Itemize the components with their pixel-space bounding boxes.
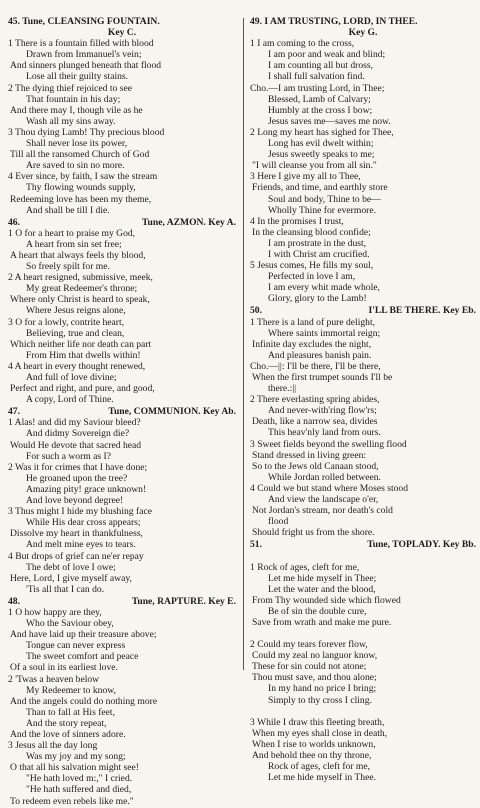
- verse-line: Are saved to sin no more.: [26, 160, 125, 172]
- verse-line: That fountain in his day;: [26, 93, 121, 105]
- verse-line: [250, 551, 476, 562]
- verse-line: Wash all my sins away.: [26, 115, 116, 127]
- verse-line: When the first trumpet sounds I'll be: [252, 372, 393, 383]
- verse-line: Blessed, Lamb of Calvary;: [268, 93, 371, 105]
- verse-line: 2 There everlasting spring abides,: [250, 394, 380, 406]
- verse-line: "He hath suffered and died,: [26, 784, 132, 796]
- verse-line: And never-with'ring flow'rs;: [268, 405, 377, 417]
- hymn-number-title: 46.: [8, 216, 20, 228]
- verse-line: Wholly Thine for evermore.: [268, 204, 376, 216]
- verse-line: Believing, true and clean,: [26, 327, 125, 339]
- hymn-number-title: 45. Tune, CLEANSING FOUNTAIN.: [8, 16, 160, 27]
- hymn-block: [8, 596, 236, 807]
- verse-line: 4 Could we but stand where Moses stood: [250, 482, 409, 494]
- verse-line: Let me hide myself in Thee.: [268, 772, 376, 784]
- verse-line: Of a soul in its earliest love.: [10, 662, 118, 674]
- verse-line: Than to fall at His feet,: [26, 706, 115, 718]
- verse-line: I with Christ am crucified.: [268, 248, 370, 260]
- verse-line: Jesus sweetly speaks to me;: [268, 149, 375, 161]
- verse-line: 3 While I draw this fleeting breath,: [250, 716, 385, 728]
- verse-line: Be of sin the double cure,: [268, 605, 367, 617]
- hymn-block: [8, 406, 236, 595]
- hymn-tune-key: I'LL BE THERE. Key Eb.: [368, 305, 476, 317]
- hymn-block: [8, 217, 236, 406]
- verse-line: I am prostrate in the dust,: [268, 237, 367, 249]
- verse-line: Not Jordan's stream, nor death's cold: [252, 505, 393, 517]
- verse-line: flood: [268, 516, 289, 528]
- hymn-heading: [8, 596, 236, 607]
- verse-line: Should fright us from the shore.: [252, 527, 375, 539]
- verse-line: He groaned upon the tree?: [26, 472, 128, 484]
- verse-line: And full of love divine;: [26, 372, 117, 383]
- hymn-tune-key: Tune, TOPLADY. Key Bb.: [367, 539, 476, 551]
- verse-line: And the story repeat,: [26, 717, 107, 729]
- verse-line: The debt of love I owe;: [26, 561, 116, 573]
- hymn-number-title: 49. I AM TRUSTING, LORD, IN THEE.: [250, 16, 418, 27]
- verse-line: 1 I am coming to the cross,: [250, 38, 355, 50]
- verse-line: And have laid up their treasure above;: [10, 629, 157, 641]
- verse-line: Which neither life nor death can part: [10, 338, 152, 350]
- verse-line: 4 In the promises I trust,: [250, 215, 344, 227]
- verse-line: 2 A heart resigned, submissive, meek,: [8, 272, 153, 284]
- verse-line: O that all his salvation might see!: [10, 762, 139, 774]
- verse-line: So to the Jews old Canaan stood,: [252, 460, 379, 472]
- verse-line: 2 Could my tears forever flow,: [250, 639, 368, 651]
- verse-line: 1 Rock of ages, cleft for me,: [250, 561, 360, 573]
- verse-line: Cho.—||: I'll be there, I'll be there,: [250, 360, 381, 372]
- verse-line: 4 Ever since, by faith, I saw the stream: [8, 171, 158, 183]
- verse-line: [250, 706, 476, 717]
- verse-line: Redeeming love has been my theme,: [10, 193, 152, 205]
- verse-line: 5 Jesus comes, He fills my soul,: [250, 260, 374, 272]
- verse-line: Glory, glory to the Lamb!: [268, 293, 367, 305]
- verse-line: Amazing pity! grace unknown!: [26, 483, 147, 495]
- verse-line: 3 Here I give my all to Thee,: [250, 171, 361, 183]
- verse-line: Was my joy and my song;: [26, 751, 126, 763]
- hymn-tune-key: Tune, AZMON. Key A.: [142, 216, 236, 228]
- verse-line: In the cleansing blood confide;: [252, 226, 371, 238]
- verse-line: Simply to thy cross I cling.: [268, 694, 372, 706]
- verse-line: Stand dressed in living green:: [252, 449, 367, 461]
- hymn-heading: [250, 16, 476, 27]
- verse-line: there.:||: [268, 383, 297, 395]
- verse-line: Soul and body, Thine to be—: [268, 193, 381, 205]
- verse-line: Save from wrath and make me pure.: [252, 616, 392, 628]
- verse-line: A copy, Lord of Thine.: [26, 394, 114, 406]
- verse-line: 2 The dying thief rejoiced to see: [8, 82, 132, 94]
- verse-line: Death, like a narrow sea, divides: [252, 416, 378, 428]
- verse-line: In my hand no price I bring;: [268, 683, 377, 695]
- verse-line: I shall full salvation find.: [268, 71, 365, 83]
- verse-line: Tongue can never express: [26, 640, 126, 652]
- verse-line: 1 O for a heart to praise my God,: [8, 227, 136, 239]
- verse-line: Here, Lord, I give myself away,: [10, 572, 132, 584]
- verse-line: Infinite day excludes the night,: [252, 338, 372, 350]
- verse-line: Perfect and right, and pure, and good,: [10, 383, 155, 395]
- hymn-number-title: 50.: [250, 305, 262, 317]
- verse-line: My great Redeemer's throne;: [26, 283, 138, 295]
- verse-line: 1 There is a land of pure delight,: [250, 316, 376, 328]
- verse-line: This heav'nly land from ours.: [268, 427, 381, 439]
- verse-line: While Jordan rolled between.: [268, 471, 381, 483]
- verse-line: Where saints immortal reign;: [268, 327, 381, 339]
- verse-line: And didmy Sovereign die?: [26, 428, 130, 440]
- verse-line: Jesus saves me—saves me now.: [268, 115, 391, 127]
- hymn-block: [250, 539, 476, 783]
- hymn-heading: [8, 217, 236, 228]
- verse-line: And shall be till I die.: [26, 204, 110, 216]
- verse-line: When I rise to worlds unknown,: [252, 738, 376, 750]
- verse-line: Long has evil dwelt within;: [268, 138, 374, 150]
- verse-line: Perfected in love I am,: [268, 271, 356, 283]
- verse-line: While His dear cross appears;: [26, 517, 141, 529]
- verse-line: Where only Christ is heard to speak,: [10, 294, 150, 306]
- verse-line: Let the water and the blood,: [268, 583, 376, 595]
- verse-line: 3 O for a lowly, contrite heart,: [8, 316, 125, 328]
- hymn-heading: [250, 539, 476, 550]
- verse-line: "I will cleanse you from all sin.": [252, 160, 377, 172]
- column-divider: [243, 18, 244, 670]
- verse-line: Lose all their guilty stains.: [26, 71, 129, 83]
- verse-line: Rock of ages, cleft for me,: [268, 761, 371, 772]
- verse-line: Could my zeal no languor know,: [252, 650, 378, 662]
- hymn-tune-key: Tune, RAPTURE. Key E.: [131, 595, 236, 607]
- hymn-tune-key: Tune, COMMUNION. Key Ab.: [108, 406, 236, 418]
- verse-line: And melt mine eyes to tears.: [26, 539, 136, 551]
- verse-line: And the love of sinners adore.: [10, 729, 126, 740]
- hymn-key: Key C.: [107, 27, 137, 39]
- hymn-block: [8, 16, 236, 216]
- verse-line: 1 O how happy are they,: [8, 606, 102, 618]
- verse-line: I am counting all but dross,: [268, 60, 373, 72]
- verse-line: Till all the ransomed Church of God: [10, 149, 150, 161]
- verse-line: 1 There is a fountain filled with blood: [8, 38, 154, 50]
- verse-line: 3 Thou dying Lamb! Thy precious blood: [8, 126, 165, 138]
- verse-line: Thou must save, and thou alone;: [252, 672, 377, 684]
- hymn-heading: [250, 305, 476, 316]
- verse-line: 'Tis all that I can do.: [26, 583, 105, 595]
- verse-line: My Redeemer to know,: [26, 684, 116, 696]
- verse-line: So freely spilt for me.: [26, 261, 110, 273]
- verse-line: Who the Saviour obey,: [26, 618, 114, 630]
- hymn-block: [250, 16, 476, 304]
- verse-line: These for sin could not atone;: [252, 661, 367, 673]
- verse-line: Friends, and time, and earthly store: [252, 182, 388, 194]
- verse-line: And sinners plunged beneath that flood: [10, 60, 162, 72]
- verse-line: The sweet comfort and peace: [26, 651, 139, 663]
- hymn-block: [250, 305, 476, 538]
- verse-line: Shall never lose its power,: [26, 138, 128, 150]
- verse-line: To redeem even rebels like me.": [10, 795, 134, 807]
- hymn-number-title: 47.: [8, 406, 20, 418]
- verse-line: Humbly at the cross I bow;: [268, 104, 373, 116]
- verse-line: Cho.—I am trusting Lord, in Thee;: [250, 82, 385, 94]
- verse-line: 2 Was it for crimes that I have done;: [8, 461, 148, 473]
- verse-line: 3 Thus might I hide my blushing face: [8, 506, 152, 518]
- left-column: [8, 16, 236, 808]
- verse-line: And behold thee on thy throne,: [252, 749, 372, 761]
- verse-line: 1 Alas! and did my Saviour bleed?: [8, 417, 141, 429]
- hymn-key: Key G.: [348, 27, 378, 39]
- verse-line: 2 'Twas a heaven below: [8, 673, 100, 685]
- verse-line: 2 Long my heart has sighed for Thee,: [250, 126, 394, 138]
- verse-line: Dissolve my heart in thankfulness,: [10, 528, 143, 540]
- verse-line: 3 Jesus all the day long: [8, 740, 98, 752]
- verse-line: Thy flowing wounds supply,: [26, 182, 136, 194]
- verse-line: From Him that dwells within!: [26, 349, 141, 361]
- hymn-heading: [8, 16, 236, 27]
- verse-line: And view the landscape o'er,: [268, 494, 379, 506]
- verse-line: A heart from sin set free;: [26, 238, 122, 250]
- verse-line: A heart that always feels thy blood,: [10, 249, 146, 261]
- verse-line: From Thy wounded side which flowed: [252, 594, 401, 606]
- verse-line: And there may I, though vile as he: [10, 104, 143, 116]
- hymn-number-title: 48.: [8, 595, 20, 607]
- verse-line: Let me hide myself in Thee;: [268, 572, 377, 584]
- verse-line: Would He devote that sacred head: [10, 439, 142, 451]
- verse-line: And the angels could do nothing more: [10, 695, 158, 707]
- verse-line: [250, 628, 476, 639]
- hymn-number-title: 51.: [250, 539, 262, 551]
- verse-line: I am poor and weak and blind;: [268, 49, 386, 61]
- verse-line: 4 But drops of grief can ne'er repay: [8, 550, 144, 562]
- hymn-heading: [8, 406, 236, 417]
- verse-line: For such a worm as I?: [26, 450, 111, 462]
- verse-line: I am every whit made whole,: [268, 282, 380, 294]
- verse-line: 3 Sweet fields beyond the swelling flood: [250, 438, 407, 450]
- verse-line: When my eyes shall close in death,: [252, 727, 388, 739]
- verse-line: 4 A heart in every thought renewed,: [8, 360, 146, 372]
- verse-line: And love beyond degree!: [26, 495, 124, 507]
- verse-line: Where Jesus reigns alone,: [26, 305, 126, 317]
- verse-line: And pleasures banish pain.: [268, 349, 372, 361]
- verse-line: Drawn from Immanuel's vein;: [26, 49, 142, 61]
- right-column: [250, 16, 476, 784]
- verse-line: "He hath loved m:," I cried.: [26, 773, 133, 785]
